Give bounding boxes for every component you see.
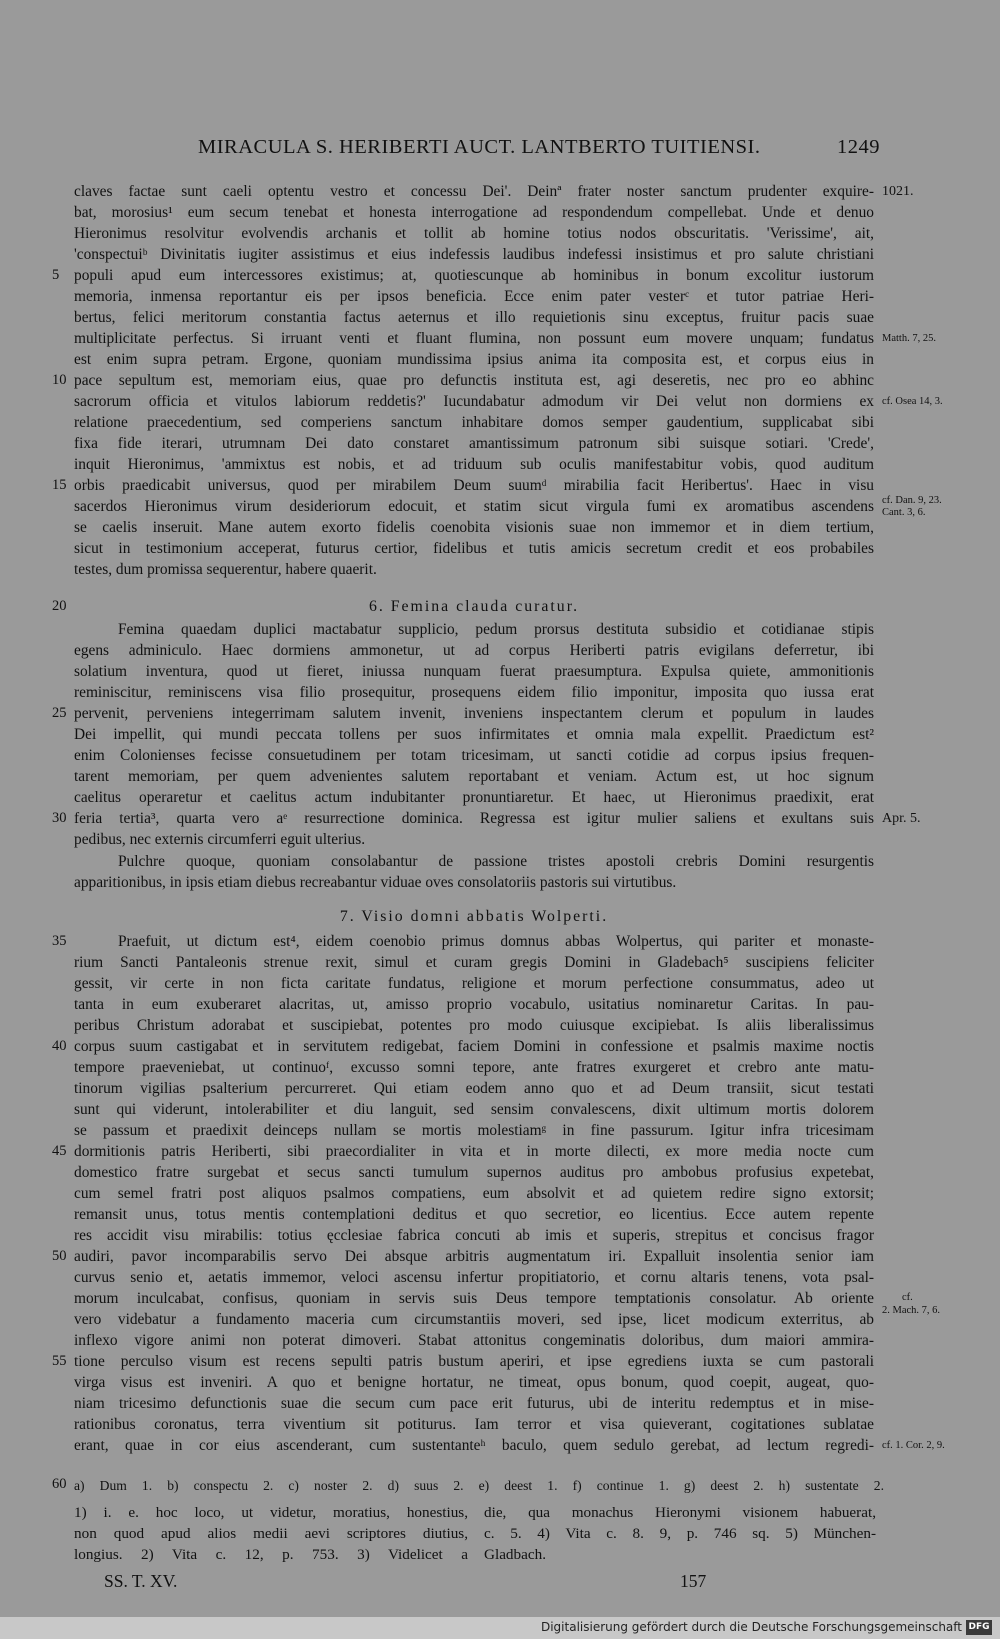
sheet-number: 157 bbox=[680, 1571, 707, 1591]
margin-note-apr: Apr. 5. bbox=[882, 811, 921, 826]
text-line: rationibus coronatus, terra viventium sit potiturus. Iam terror et visa quieverant, cogitationes sublatae bbox=[74, 1416, 874, 1433]
footnote-line: 1) i. e. hoc loco, ut videtur, moratius, honestius, bbox=[74, 1504, 468, 1521]
text-line: sicut in testimonium acceperat, futurus certior, fidelibus et tutis amicis secretum credit et eos probabiles bbox=[74, 540, 874, 557]
text-line: bat, morosius¹ eum secum tenebat et honesta interrogatione ad respondendum compellebat. Unde et denuo bbox=[74, 204, 874, 221]
text-line: domestico fratre surgebat et secus sancti tumulum supernos auditus pro ambobus profusius expetebat, bbox=[74, 1164, 874, 1181]
section-heading: 7. Visio domni abbatis Wolperti. bbox=[339, 908, 609, 925]
funding-banner bbox=[0, 1617, 1000, 1639]
text-line: tinorum vigilias psalterium percurreret. Qui etiam eodem anno quo et ad Deum transiit, sicut testati bbox=[74, 1080, 874, 1097]
margin-note-osea: cf. Osea 14, 3. bbox=[882, 396, 943, 407]
line-number: 50 bbox=[52, 1248, 67, 1264]
text-line: res accidit visu mirabilis: totius ęcclesiae fabrica concuti ab imis et superis, strepitus et concisus fragor bbox=[74, 1227, 874, 1244]
text-line: corpus suum castigabat et in servitutem redigebat, faciem Domini in confessione et psalmis maxime noctis bbox=[74, 1038, 874, 1055]
text-line: relatione praecedentium, sed comperiens sanctum inhabitare domos semper gaudentium, supplicabat sibi bbox=[74, 414, 874, 431]
text-line: rium Sancti Pantaleonis strenue rexit, simul et curam gregis Domini in Gladebach⁵ suscipiens feliciter bbox=[74, 954, 874, 971]
text-line: fixa fide iterari, utrumnam Dei dato constaret amantissimum patronum sibi suisque sotiari. 'Crede', bbox=[74, 435, 874, 452]
text-line: inquit Hieronimus, 'ammixtus est nobis, et ad triduum sub oculis manifestabitur vobis, quod auditum bbox=[74, 456, 874, 473]
text-line: multiplicitate perfectus. Si irruant venti et fluant flumina, non possunt eum movere unquam; fundatus bbox=[74, 330, 874, 347]
text-line: gessit, vir certe in non ficta caritate fundatus, religione et morum perfectione consummatus, adeo ut bbox=[74, 975, 874, 992]
text-line: sacrorum officia et vitulos labiorum reddetis?' Iucundabatur admodum vir Dei velut non dormiens ex bbox=[74, 393, 874, 410]
line-number: 40 bbox=[52, 1038, 67, 1054]
text-line: peribus Christum adorabat et suscipiebat, potentes pro modo cuiusque excipiebat. Is aliis liberalissimus bbox=[74, 1017, 874, 1034]
line-number: 20 bbox=[52, 598, 67, 614]
text-line: Hieronimus resolvitur evolvendis archanis et tollit ab homine totius nodos obscuritatis. 'Verissime', ait, bbox=[74, 225, 874, 242]
line-number: 30 bbox=[52, 810, 67, 826]
signature-mark: SS. T. XV. bbox=[104, 1571, 178, 1591]
text-line: dormitionis patris Heriberti, sibi praecordialiter in vita et in morte dilecti, ex more media nocte cum bbox=[74, 1143, 874, 1160]
text-line: feria tertia³, quarta vero aᵉ resurrectione dominica. Regressa est igitur mulier saliens et exultans suis bbox=[74, 810, 874, 827]
text-line: curvus senio et, aetatis immemor, veloci ascensu infertur propitiatorio, et cornu altaris tenens, vota psal- bbox=[74, 1269, 874, 1286]
margin-note-mach-cf: cf. bbox=[902, 1292, 913, 1303]
line-number: 5 bbox=[52, 267, 60, 283]
line-number: 25 bbox=[52, 705, 67, 721]
running-title: MIRACULA S. HERIBERTI AUCT. LANTBERTO TUITIENSI. bbox=[198, 136, 761, 158]
footnote-line: c. 5. 4) Vita c. 8. 9, p. 746 sq. 5) München- bbox=[484, 1525, 876, 1542]
text-line: populi apud eum intercessores existimus; at, quotiescunque ab hominibus in bonum excolitur iustorum bbox=[74, 267, 874, 284]
text-line: pedibus, nec externis circumferri eguit ulterius. bbox=[74, 831, 366, 848]
text-line: se caelis inseruit. Mane autem exorto fidelis coenobita visionis suae non immemor et in diem tertium, bbox=[74, 519, 874, 536]
text-line: morum inculcabat, confisus, quoniam in servis suis Deus tempore temptationis consolatur. Ab oriente bbox=[74, 1290, 874, 1307]
footnote-line: non quod apud alios medii aevi scriptores diutius, bbox=[74, 1525, 468, 1542]
line-number: 35 bbox=[52, 933, 67, 949]
text-line: memoria, inmensa reportantur eis per ipsos beneficia. Ecce enim pater vesterᶜ et tutor patriae Heri- bbox=[74, 288, 874, 305]
funding-text: Digitalisierung gefördert durch die Deutsche Forschungsgemeinschaft bbox=[540, 1620, 962, 1634]
text-line: remansit unus, totus mentis contemplationi deditus et quo secretior, eo licentius. Ecce autem repente bbox=[74, 1206, 874, 1223]
text-line: tanta in eum exuberaret alacritas, ut, amisso proprio vocabulo, usitatius nominaretur Caritas. In pau- bbox=[74, 996, 874, 1013]
text-line: se passum et praedixit deinceps nullam se mortis molestiamᵍ in fine passurum. Igitur infra tricesimam bbox=[74, 1122, 874, 1139]
text-line: bertus, felici meritorum constantia factus aeternus et illo requietionis sinu exceptus, fruitur pacis suae bbox=[74, 309, 874, 326]
line-number: 45 bbox=[52, 1143, 67, 1159]
variant-notes: a) Dum 1. b) conspectu 2. c) noster 2. d) suus 2. e) deest 1. f) continue 1. g) deest 2. h) sustentate 2. bbox=[74, 1478, 884, 1493]
text-line: virga visus est inveniri. A quo et benigne hortatur, ne timeat, opus bonum, quod coepit, augeat, quo- bbox=[74, 1374, 874, 1391]
margin-note-cor: cf. 1. Cor. 2, 9. bbox=[882, 1440, 945, 1451]
text-line: caelitus operaretur et caelitus actum indubitanter pronuntiaretur. Et haec, ut Hieronimus praedixit, erat bbox=[74, 789, 874, 806]
text-line: tempore praeveniebat, ut continuoᶠ, excusso somni tepore, ante fratres exurgeret et crebro ante matu- bbox=[74, 1059, 874, 1076]
text-line: testes, dum promissa sequerentur, habere quaerit. bbox=[74, 561, 377, 578]
text-line: erant, quae in cor eius ascenderant, cum sustentanteʰ baculo, quem sedulo gerebat, ad lectum regredi- bbox=[74, 1437, 874, 1454]
dfg-logo: DFG bbox=[966, 1620, 992, 1635]
text-line: solatium inventura, quod ut fieret, iniussa nunquam fuerat praesumptura. Expulsa quiete, ammonitionis bbox=[74, 663, 874, 680]
text-line: Praefuit, ut dictum est⁴, eidem coenobio primus domnus abbas Wolpertus, qui pariter et monaste- bbox=[118, 933, 874, 950]
footnotes-right bbox=[484, 1502, 876, 1565]
footnote-line: Gladbach. bbox=[484, 1546, 546, 1563]
text-line: sacerdos Hieronimus virum desideriorum edocuit, et statim sicut virgula fumi ex aromatibus ascendens bbox=[74, 498, 874, 515]
footnote-line: die, qua monachus Hieronymi visionem habuerat, bbox=[484, 1504, 876, 1521]
text-line: cum semel fratri post aliquos psalmos compatiens, eum absolvit et ad quietem redire signo extorsit; bbox=[74, 1185, 874, 1202]
line-number: 60 bbox=[52, 1476, 67, 1492]
text-line: claves factae sunt caeli optentu vestro et concessu Dei'. Deinª frater noster sanctum prudenter exquire- bbox=[74, 183, 874, 200]
line-number: 15 bbox=[52, 477, 67, 493]
text-line: apparitionibus, in ipsis etiam diebus recreabantur viduae oves consolatoriis pastoris sui virtutibus. bbox=[74, 874, 677, 891]
margin-note-cant: Cant. 3, 6. bbox=[882, 507, 926, 518]
text-line: pervenit, perveniens integerrimam salutem invenit, inveniens inspectantem clerum et populum in laudes bbox=[74, 705, 874, 722]
margin-note-dan: cf. Dan. 9, 23. bbox=[882, 495, 942, 506]
text-line: niam tricesimo defunctionis suae die secum cum pace erit futurus, ubi de interitu redemptus et in mise- bbox=[74, 1395, 874, 1412]
line-number: 10 bbox=[52, 372, 67, 388]
footnote-line: longius. 2) Vita c. 12, p. 753. 3) Videlicet a bbox=[74, 1546, 468, 1563]
text-line: audiri, pavor incomparabilis servo Dei absque arbitris augmentatum iri. Expalluit insolentia senior iam bbox=[74, 1248, 874, 1265]
text-line: enim Colonienses fecisse consuetudinem per totam tricesimam, ut sancti cotidie ad corpus ipsius frequen- bbox=[74, 747, 874, 764]
text-line: 'conspectuiᵇ Divinitatis iugiter assistimus et eius indefessis laudibus indefessi insistimus et pro salute christiani bbox=[74, 246, 874, 263]
footnotes-left bbox=[74, 1502, 468, 1565]
text-line: vero videbatur a fundamento maceria cum circumstantiis moveri, sed ipse, licet modicum exterritus, ab bbox=[74, 1311, 874, 1328]
text-line: egens adminiculo. Haec dormiens ammonetur, ut ad corpus Heriberti patris evigilans deferretur, ibi bbox=[74, 642, 874, 659]
text-line: sunt qui viderunt, intolerabiliter et diu languit, sed sensim convalescens, dixit ultimum mortis dolorem bbox=[74, 1101, 874, 1118]
text-line: inflexo vigore animi non poterat dimoveri. Stabat attonitus congeminatis doloribus, dum maiori ammira- bbox=[74, 1332, 874, 1349]
text-line: orbis praedicabit universus, quod per mirabilem Deum suumᵈ mirabilia facit Heribertus'. Haec in visu bbox=[74, 477, 874, 494]
line-number: 55 bbox=[52, 1353, 67, 1369]
text-line: Pulchre quoque, quoniam consolabantur de passione tristes apostoli crebris Domini resurgentis bbox=[118, 853, 874, 870]
text-line: pace sepultum est, memoriam eius, quae pro defunctis instituta est, agi deseretis, nec pro eo abhinc bbox=[74, 372, 874, 389]
margin-note-mach: 2. Mach. 7, 6. bbox=[882, 1305, 941, 1316]
text-line: Femina quaedam duplici mactabatur supplicio, pedum prorsus destituta subsidio et cotidianae stipis bbox=[118, 621, 874, 638]
text-line: reminiscitur, reminiscens visa filio prosequitur, prosequens eidem filio imponitur, imposita quo iussa erat bbox=[74, 684, 874, 701]
text-line: est enim supra petram. Ergone, quoniam mundissima ipsius anima ita composita est, et corpus eius in bbox=[74, 351, 874, 368]
text-line: tione perculso visum est recens sepulti patris bustum aperiri, et ipse egrediens iuxta se cum pastorali bbox=[74, 1353, 874, 1370]
margin-note-year: 1021. bbox=[882, 184, 914, 199]
section-heading: 6. Femina clauda curatur. bbox=[368, 598, 580, 615]
margin-note-matth: Matth. 7, 25. bbox=[882, 333, 936, 344]
text-line: tarent memoriam, per quem advenientes salutem reportabant et veniam. Actum est, ut hoc signum bbox=[74, 768, 874, 785]
text-line: Dei impellit, qui mundi peccata tollens per suos infirmitates et omnia mala expellit. Praedictum est² bbox=[74, 726, 874, 743]
page-number: 1249 bbox=[837, 136, 880, 158]
